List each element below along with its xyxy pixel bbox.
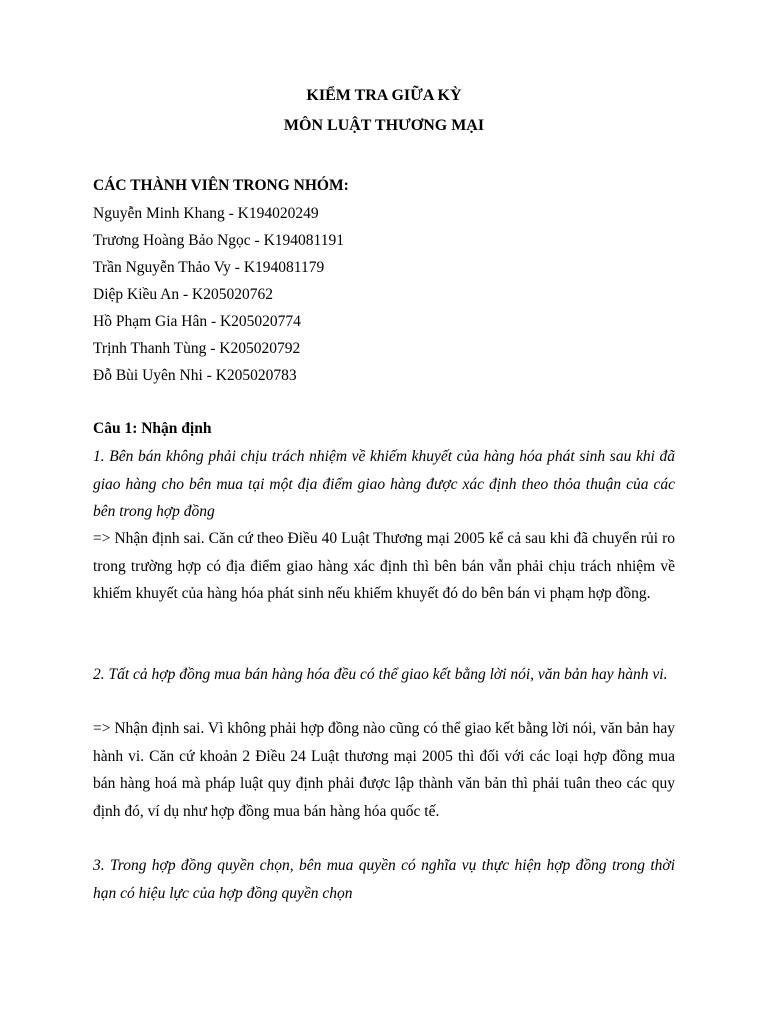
statement-3: 3. Trong hợp đồng quyền chọn, bên mua quyền có nghĩa vụ thực hiện hợp đồng trong thời hạn có hiệu lực của hợp đồng quyền chọn xyxy=(93,857,675,902)
member-item: Trương Hoàng Bảo Ngọc - K194081191 xyxy=(93,232,344,249)
answer-2: => Nhận định sai. Vì không phải hợp đồng nào cũng có thể giao kết bằng lời nói, văn bản hay hành vi. Căn cứ khoản 2 Điều 24 Luật thương mại 2005 thì đối với các loại hợp đồng mua bán hàng hoá mà pháp luật quy định phải được lập thành văn bản thì phải tuân theo các quy định đó, ví dụ như hợp đồng mua bán hàng hóa quốc tế. xyxy=(93,720,676,820)
statement-2: 2. Tất cả hợp đồng mua bán hàng hóa đều có thể giao kết bằng lời nói, văn bản hay hành vi. xyxy=(93,666,668,683)
question-heading: Câu 1: Nhận định xyxy=(93,420,212,437)
document-subtitle: MÔN LUẬT THƯƠNG MẠI xyxy=(283,117,485,134)
members-heading: CÁC THÀNH VIÊN TRONG NHÓM: xyxy=(93,177,349,194)
member-item: Trần Nguyễn Thảo Vy - K194081179 xyxy=(93,259,325,276)
member-item: Đỗ Bùi Uyên Nhi - K205020783 xyxy=(93,367,297,384)
document-title: KIỂM TRA GIỮA KỲ xyxy=(306,87,462,104)
answer-1: => Nhận định sai. Căn cứ theo Điều 40 Luật Thương mại 2005 kể cả sau khi đã chuyển rủi ro trong trường hợp có địa điểm giao hàng xác định thì bên bán vẫn phải chịu trách nhiệm về khiếm khuyết của hàng hóa phát sinh nếu khiếm khuyết đó do bên bán vi phạm hợp đồng. xyxy=(93,530,675,602)
member-item: Trịnh Thanh Tùng - K205020792 xyxy=(93,340,301,357)
member-item: Hồ Phạm Gia Hân - K205020774 xyxy=(93,313,301,330)
member-item: Nguyễn Minh Khang - K194020249 xyxy=(93,205,319,222)
member-item: Diệp Kiều An - K205020762 xyxy=(93,286,273,303)
statement-1: 1. Bên bán không phải chịu trách nhiệm về khiếm khuyết của hàng hóa phát sinh sau khi đã giao hàng cho bên mua tại một địa điểm giao hàng được xác định theo thỏa thuận của các bên trong hợp đồng xyxy=(93,448,675,520)
